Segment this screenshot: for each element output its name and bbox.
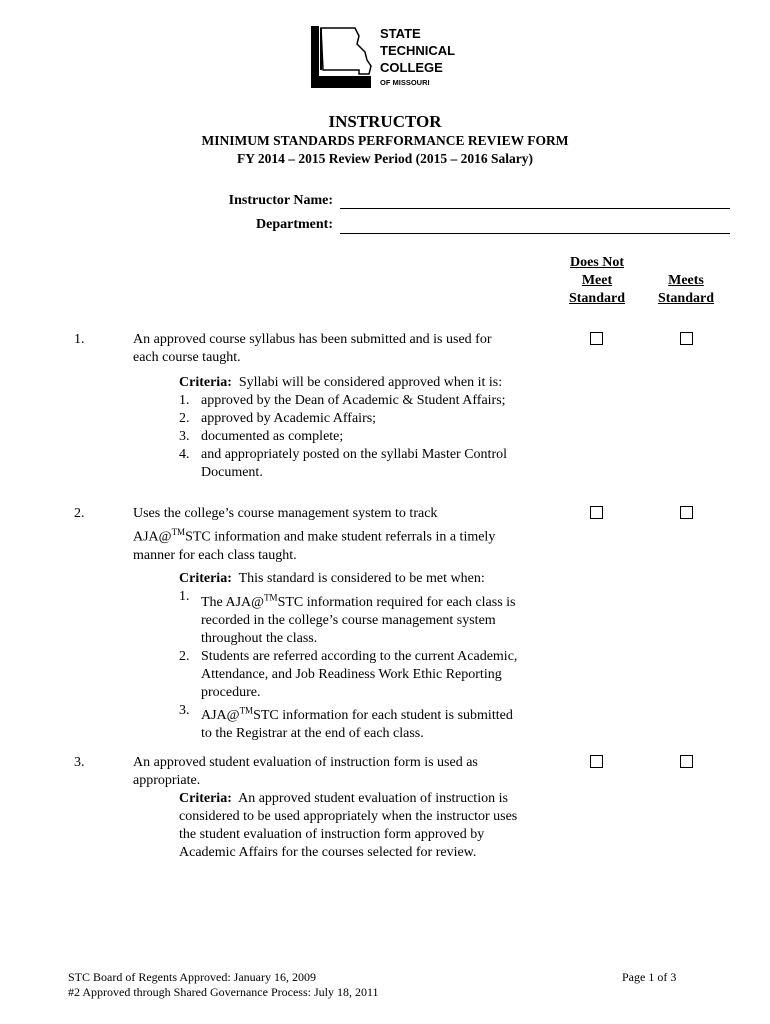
criteria-line: the student evaluation of instruction form approved by (179, 827, 485, 842)
criteria-item: 1. The AJA@™STC information required for each class is recorded in the college’s course management system throughout the class. (179, 589, 516, 646)
item-3-text (133, 754, 563, 790)
criteria-intro: This standard is considered to be met when: (238, 571, 485, 586)
item-number: 3. (74, 755, 85, 770)
item-2-does-not-meet-checkbox[interactable] (590, 506, 603, 519)
criteria-label: Criteria: (179, 375, 232, 390)
item-3-does-not-meet-checkbox[interactable] (590, 755, 603, 768)
item-3-criteria (179, 790, 559, 862)
department-label: Department: (256, 217, 333, 232)
item-1-meets-checkbox[interactable] (680, 332, 693, 345)
logo-text-college: COLLEGE (380, 60, 443, 75)
page-title: INSTRUCTOR (328, 112, 442, 131)
page-number: Page 1 of 3 (622, 970, 677, 984)
text-line: manner for each class taught. (133, 547, 297, 563)
criteria-item: 2. Students are referred according to the current Academic, Attendance, and Job Readiness Work Ethic Reporting procedure. (179, 648, 518, 700)
item-2-meets-checkbox[interactable] (680, 506, 693, 519)
logo-text-technical: TECHNICAL (380, 43, 456, 58)
footer-line: STC Board of Regents Approved: January 16, 2009 (68, 970, 316, 984)
item-3-meets-checkbox[interactable] (680, 755, 693, 768)
header-line: Meet (581, 273, 613, 288)
item-1-criteria (179, 374, 559, 482)
meets-header (646, 272, 726, 308)
criteria-intro: Syllabi will be considered approved when it is: (238, 375, 503, 390)
footer-line: #2 Approved through Shared Governance Process: July 18, 2011 (68, 985, 379, 999)
text-line: An approved course syllabus has been submitted and is used for (133, 332, 492, 347)
criteria-label: Criteria: (179, 571, 232, 586)
header-line: Does Not (569, 255, 625, 270)
header-line: Standard (568, 291, 626, 306)
footer-approval (68, 970, 379, 1000)
form-subtitle: MINIMUM STANDARDS PERFORMANCE REVIEW FORM (201, 133, 569, 148)
criteria-intro: An approved student evaluation of instruction is (238, 791, 508, 806)
department-field[interactable] (340, 233, 730, 234)
logo-text-state: STATE (380, 26, 421, 41)
text-line: Uses the college’s course management system to track (133, 506, 438, 521)
criteria-item: 3. documented as complete; (179, 429, 344, 444)
criteria-list (179, 392, 559, 482)
criteria-item: 4. and appropriately posted on the syllabi Master Control Document. (179, 447, 507, 480)
header-line: Standard (657, 291, 715, 306)
item-number: 2. (74, 506, 85, 521)
review-period: FY 2014 – 2015 Review Period (2015 – 2016 Salary) (236, 151, 534, 166)
criteria-item: 1. approved by the Dean of Academic & Student Affairs; (179, 393, 506, 408)
instructor-name-label: Instructor Name: (228, 193, 333, 208)
text-line: An approved student evaluation of instruction form is used as (133, 755, 478, 770)
criteria-item: 3. AJA@™STC information for each student is submitted to the Registrar at the end of each class. (179, 702, 513, 742)
item-1-text (133, 331, 563, 367)
college-logo (309, 24, 469, 90)
text-line: each course taught. (133, 350, 241, 365)
item-1-does-not-meet-checkbox[interactable] (590, 332, 603, 345)
instructor-name-field[interactable] (340, 208, 730, 209)
text-line: appropriate. (133, 773, 201, 788)
does-not-meet-header (557, 254, 637, 308)
criteria-list (179, 588, 559, 743)
criteria-line: Academic Affairs for the courses selected for review. (179, 845, 477, 860)
criteria-item: 2. approved by Academic Affairs; (179, 411, 377, 426)
header-line: Meets (668, 273, 704, 288)
text-line: AJA@™STC information and make student referrals in a timely (133, 527, 496, 545)
item-number: 1. (74, 332, 85, 347)
item-2-text (133, 505, 563, 565)
item-2-criteria (179, 570, 559, 743)
criteria-label: Criteria: (179, 791, 232, 806)
missouri-state-icon (309, 24, 379, 90)
logo-text-of-missouri: OF MISSOURI (380, 78, 430, 87)
criteria-line: considered to be used appropriately when the instructor uses (179, 809, 518, 824)
